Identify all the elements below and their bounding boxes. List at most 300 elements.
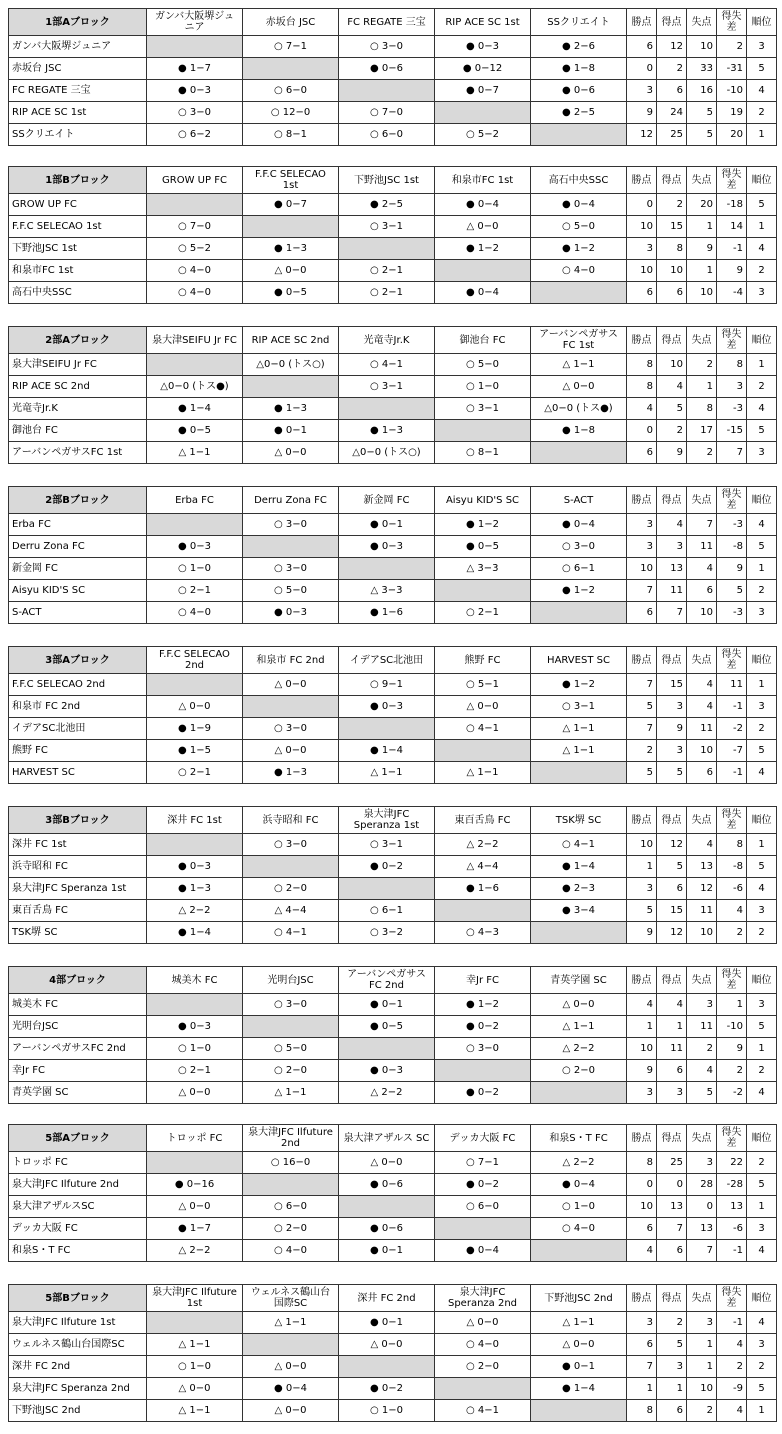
match-result: ○ 4−0	[435, 1334, 531, 1356]
block-title: 5部Aブロック	[9, 1125, 147, 1152]
team-name: 和泉市FC 1st	[9, 260, 147, 282]
match-result: △ 3−3	[339, 580, 435, 602]
points-value: 9	[627, 102, 657, 124]
match-result: ○ 4−0	[531, 260, 627, 282]
match-result: ● 0−6	[339, 1218, 435, 1240]
match-result: ○ 6−1	[531, 558, 627, 580]
table-row	[9, 878, 777, 900]
goal-difference-value: -28	[717, 1174, 747, 1196]
team-name: SSクリエイト	[9, 124, 147, 146]
match-result: ● 0−1	[339, 1312, 435, 1334]
league-block-table	[8, 646, 777, 784]
team-name: 泉大津JFC Speranza 2nd	[9, 1378, 147, 1400]
team-name: 泉大津SEIFU Jr FC	[9, 354, 147, 376]
table-row	[9, 1400, 777, 1422]
team-name: 高石中央SSC	[9, 282, 147, 304]
goal-difference-value: -10	[717, 80, 747, 102]
match-result: △ 0−0	[243, 1356, 339, 1378]
self-match-cell	[243, 1016, 339, 1038]
table-row	[9, 1174, 777, 1196]
block-header-row	[9, 807, 777, 834]
match-result: ● 0−3	[339, 696, 435, 718]
rank-value: 4	[747, 514, 777, 536]
rank-value: 3	[747, 602, 777, 624]
points-value: 3	[627, 514, 657, 536]
goals-for-value: 10	[657, 260, 687, 282]
stat-column-header: 勝点	[627, 967, 657, 994]
goal-difference-value: -8	[717, 856, 747, 878]
match-result: ○ 4−1	[243, 922, 339, 944]
rank-value: 4	[747, 878, 777, 900]
stat-column-header: 得失差	[717, 167, 747, 194]
team-column-header: 泉大津JFC Ilfuture 1st	[147, 1285, 243, 1312]
team-name: 泉大津JFC Ilfuture 1st	[9, 1312, 147, 1334]
points-value: 9	[627, 922, 657, 944]
match-result: ● 0−3	[147, 80, 243, 102]
team-column-header: Derru Zona FC	[243, 487, 339, 514]
team-name: RIP ACE SC 1st	[9, 102, 147, 124]
match-result: ○ 3−1	[339, 376, 435, 398]
team-name: 光明台JSC	[9, 1016, 147, 1038]
team-column-header: アーバンペガサス FC 1st	[531, 327, 627, 354]
match-result: ○ 5−0	[435, 354, 531, 376]
match-result: △ 0−0	[147, 696, 243, 718]
rank-value: 5	[747, 1378, 777, 1400]
points-value: 4	[627, 398, 657, 420]
table-row	[9, 762, 777, 784]
stat-column-header: 得失差	[717, 487, 747, 514]
stat-column-header: 得失差	[717, 1125, 747, 1152]
points-value: 6	[627, 1334, 657, 1356]
match-result: △0−0 (トス○)	[243, 354, 339, 376]
stat-column-header: 勝点	[627, 807, 657, 834]
self-match-cell	[531, 282, 627, 304]
team-column-header: F.F.C SELECAO 2nd	[147, 647, 243, 674]
match-result: ○ 5−2	[147, 238, 243, 260]
points-value: 3	[627, 1312, 657, 1334]
match-result: ○ 16−0	[243, 1152, 339, 1174]
match-result: ○ 4−1	[531, 834, 627, 856]
goals-for-value: 6	[657, 282, 687, 304]
block-header-row	[9, 167, 777, 194]
self-match-cell	[147, 834, 243, 856]
goals-against-value: 2	[687, 1038, 717, 1060]
goal-difference-value: 14	[717, 216, 747, 238]
match-result: ● 0−6	[531, 80, 627, 102]
match-result: ○ 1−0	[339, 1400, 435, 1422]
goals-for-value: 15	[657, 674, 687, 696]
goal-difference-value: 19	[717, 102, 747, 124]
match-result: ● 1−2	[435, 994, 531, 1016]
goals-against-value: 2	[687, 354, 717, 376]
team-column-header: 和泉S・T FC	[531, 1125, 627, 1152]
stat-column-header: 順位	[747, 647, 777, 674]
goal-difference-value: 9	[717, 260, 747, 282]
match-result: ● 0−4	[531, 194, 627, 216]
team-name: 和泉市 FC 2nd	[9, 696, 147, 718]
match-result: ● 0−2	[339, 1378, 435, 1400]
goals-for-value: 2	[657, 58, 687, 80]
team-name: RIP ACE SC 2nd	[9, 376, 147, 398]
rank-value: 5	[747, 1174, 777, 1196]
goals-for-value: 11	[657, 1038, 687, 1060]
goal-difference-value: 20	[717, 124, 747, 146]
match-result: ○ 2−1	[339, 260, 435, 282]
match-result: ○ 7−0	[339, 102, 435, 124]
self-match-cell	[339, 718, 435, 740]
goal-difference-value: 22	[717, 1152, 747, 1174]
goals-for-value: 24	[657, 102, 687, 124]
match-result: △ 1−1	[243, 1082, 339, 1104]
points-value: 10	[627, 260, 657, 282]
match-result: ○ 4−0	[243, 1240, 339, 1262]
goal-difference-value: 9	[717, 558, 747, 580]
match-result: ● 1−3	[243, 398, 339, 420]
team-column-header: 東百舌鳥 FC	[435, 807, 531, 834]
goals-against-value: 10	[687, 740, 717, 762]
team-column-header: 泉大津JFC Speranza 2nd	[435, 1285, 531, 1312]
goals-against-value: 4	[687, 674, 717, 696]
table-row	[9, 1356, 777, 1378]
team-name: 御池台 FC	[9, 420, 147, 442]
points-value: 8	[627, 1152, 657, 1174]
match-result: ○ 9−1	[339, 674, 435, 696]
team-name: 深井 FC 1st	[9, 834, 147, 856]
league-block-table	[8, 8, 777, 146]
goal-difference-value: -31	[717, 58, 747, 80]
block-title: 5部Bブロック	[9, 1285, 147, 1312]
match-result: ○ 5−0	[531, 216, 627, 238]
goal-difference-value: -6	[717, 1218, 747, 1240]
block-title: 4部ブロック	[9, 967, 147, 994]
match-result: ○ 4−0	[147, 282, 243, 304]
match-result: ○ 6−0	[243, 1196, 339, 1218]
match-result: △ 0−0	[339, 1152, 435, 1174]
match-result: △ 0−0	[243, 1400, 339, 1422]
block-header-row	[9, 487, 777, 514]
goal-difference-value: 2	[717, 1356, 747, 1378]
points-value: 8	[627, 354, 657, 376]
table-row	[9, 900, 777, 922]
points-value: 1	[627, 1016, 657, 1038]
goals-against-value: 10	[687, 602, 717, 624]
team-column-header: 光明台JSC	[243, 967, 339, 994]
match-result: ● 1−3	[243, 762, 339, 784]
match-result: ○ 3−0	[243, 834, 339, 856]
rank-value: 5	[747, 194, 777, 216]
table-row	[9, 282, 777, 304]
team-name: 東百舌鳥 FC	[9, 900, 147, 922]
match-result: ● 1−9	[147, 718, 243, 740]
match-result: ● 1−3	[147, 878, 243, 900]
self-match-cell	[435, 1378, 531, 1400]
table-row	[9, 354, 777, 376]
points-value: 0	[627, 58, 657, 80]
goals-for-value: 25	[657, 1152, 687, 1174]
self-match-cell	[435, 740, 531, 762]
league-block-table	[8, 806, 777, 944]
goals-for-value: 9	[657, 718, 687, 740]
team-column-header: アーバンペガサス FC 2nd	[339, 967, 435, 994]
match-result: ○ 3−1	[531, 696, 627, 718]
team-column-header: SSクリエイト	[531, 9, 627, 36]
match-result: ○ 3−0	[243, 718, 339, 740]
rank-value: 1	[747, 674, 777, 696]
self-match-cell	[435, 1060, 531, 1082]
team-column-header: FC REGATE 三宝	[339, 9, 435, 36]
goals-for-value: 12	[657, 922, 687, 944]
stat-column-header: 得失差	[717, 9, 747, 36]
points-value: 3	[627, 536, 657, 558]
self-match-cell	[531, 922, 627, 944]
match-result: ● 2−3	[531, 878, 627, 900]
goal-difference-value: -3	[717, 398, 747, 420]
rank-value: 5	[747, 58, 777, 80]
match-result: ○ 3−0	[243, 514, 339, 536]
match-result: △ 2−2	[339, 1082, 435, 1104]
match-result: ○ 1−0	[435, 376, 531, 398]
stat-column-header: 得失差	[717, 1285, 747, 1312]
rank-value: 2	[747, 102, 777, 124]
match-result: ○ 2−0	[243, 1218, 339, 1240]
match-result: △ 1−1	[531, 718, 627, 740]
goals-against-value: 0	[687, 1196, 717, 1218]
goals-against-value: 6	[687, 580, 717, 602]
team-column-header: 泉大津JFC Ilfuture 2nd	[243, 1125, 339, 1152]
rank-value: 4	[747, 1312, 777, 1334]
goals-against-value: 9	[687, 238, 717, 260]
block-header-row	[9, 1125, 777, 1152]
match-result: ○ 5−0	[243, 580, 339, 602]
goals-against-value: 1	[687, 376, 717, 398]
match-result: △ 0−0	[147, 1082, 243, 1104]
team-column-header: F.F.C SELECAO 1st	[243, 167, 339, 194]
match-result: △ 2−2	[531, 1152, 627, 1174]
match-result: △0−0 (トス●)	[531, 398, 627, 420]
match-result: ○ 6−1	[339, 900, 435, 922]
match-result: △ 0−0	[531, 1334, 627, 1356]
goals-for-value: 2	[657, 420, 687, 442]
team-name: アーバンペガサスFC 2nd	[9, 1038, 147, 1060]
match-result: ● 2−6	[531, 36, 627, 58]
goals-for-value: 15	[657, 900, 687, 922]
self-match-cell	[531, 1240, 627, 1262]
block-title: 1部Bブロック	[9, 167, 147, 194]
self-match-cell	[147, 674, 243, 696]
match-result: ● 0−7	[435, 80, 531, 102]
stat-column-header: 得失差	[717, 807, 747, 834]
points-value: 7	[627, 674, 657, 696]
table-row	[9, 260, 777, 282]
match-result: ● 2−5	[339, 194, 435, 216]
team-column-header: 新金岡 FC	[339, 487, 435, 514]
goals-for-value: 1	[657, 1378, 687, 1400]
team-column-header: 和泉市 FC 2nd	[243, 647, 339, 674]
points-value: 12	[627, 124, 657, 146]
self-match-cell	[243, 696, 339, 718]
team-name: Aisyu KID'S SC	[9, 580, 147, 602]
stat-column-header: 順位	[747, 167, 777, 194]
team-name: 下野池JSC 1st	[9, 238, 147, 260]
match-result: △ 0−0	[435, 696, 531, 718]
match-result: ● 1−6	[339, 602, 435, 624]
rank-value: 5	[747, 536, 777, 558]
match-result: ○ 6−0	[243, 80, 339, 102]
rank-value: 4	[747, 398, 777, 420]
table-row	[9, 238, 777, 260]
goals-against-value: 11	[687, 1016, 717, 1038]
match-result: ● 0−12	[435, 58, 531, 80]
match-result: ● 0−6	[339, 1174, 435, 1196]
goal-difference-value: -2	[717, 718, 747, 740]
team-column-header: ウェルネス鶴山台 国際SC	[243, 1285, 339, 1312]
team-column-header: イデアSC北池田	[339, 647, 435, 674]
goals-against-value: 2	[687, 1400, 717, 1422]
self-match-cell	[243, 58, 339, 80]
match-result: △ 3−3	[435, 558, 531, 580]
goals-for-value: 6	[657, 80, 687, 102]
match-result: ○ 6−2	[147, 124, 243, 146]
self-match-cell	[243, 1334, 339, 1356]
goals-against-value: 17	[687, 420, 717, 442]
match-result: ○ 2−0	[243, 878, 339, 900]
team-name: 泉大津JFC Speranza 1st	[9, 878, 147, 900]
match-result: ● 0−2	[435, 1174, 531, 1196]
match-result: △ 0−0	[531, 994, 627, 1016]
match-result: ● 0−1	[531, 1356, 627, 1378]
rank-value: 5	[747, 740, 777, 762]
goals-for-value: 3	[657, 740, 687, 762]
team-column-header: Aisyu KID'S SC	[435, 487, 531, 514]
goals-against-value: 4	[687, 558, 717, 580]
points-value: 0	[627, 1174, 657, 1196]
team-column-header: 下野池JSC 1st	[339, 167, 435, 194]
match-result: ○ 8−1	[243, 124, 339, 146]
match-result: ○ 2−1	[435, 602, 531, 624]
team-name: 下野池JSC 2nd	[9, 1400, 147, 1422]
goal-difference-value: -2	[717, 1082, 747, 1104]
goals-for-value: 5	[657, 856, 687, 878]
match-result: ○ 1−0	[147, 1356, 243, 1378]
goal-difference-value: -4	[717, 282, 747, 304]
match-result: ○ 7−1	[435, 1152, 531, 1174]
team-column-header: 赤坂台 JSC	[243, 9, 339, 36]
team-name: トロッポ FC	[9, 1152, 147, 1174]
points-value: 3	[627, 878, 657, 900]
table-row	[9, 80, 777, 102]
points-value: 1	[627, 856, 657, 878]
match-result: △ 1−1	[147, 442, 243, 464]
table-row	[9, 740, 777, 762]
match-result: ○ 4−0	[531, 1218, 627, 1240]
match-result: ○ 2−0	[435, 1356, 531, 1378]
table-row	[9, 124, 777, 146]
match-result: ○ 3−2	[339, 922, 435, 944]
rank-value: 3	[747, 36, 777, 58]
match-result: ● 1−4	[147, 922, 243, 944]
goal-difference-value: 5	[717, 580, 747, 602]
points-value: 5	[627, 696, 657, 718]
goal-difference-value: -8	[717, 536, 747, 558]
goal-difference-value: -6	[717, 878, 747, 900]
table-row	[9, 834, 777, 856]
goals-against-value: 10	[687, 922, 717, 944]
match-result: ○ 4−3	[435, 922, 531, 944]
points-value: 10	[627, 1196, 657, 1218]
match-result: ○ 4−0	[147, 602, 243, 624]
goals-for-value: 3	[657, 536, 687, 558]
match-result: △ 0−0	[243, 260, 339, 282]
stat-column-header: 得点	[657, 967, 687, 994]
table-row	[9, 102, 777, 124]
team-column-header: S-ACT	[531, 487, 627, 514]
self-match-cell	[243, 536, 339, 558]
team-name: S-ACT	[9, 602, 147, 624]
table-row	[9, 36, 777, 58]
goals-against-value: 16	[687, 80, 717, 102]
goal-difference-value: 2	[717, 36, 747, 58]
match-result: ● 0−3	[435, 36, 531, 58]
match-result: ○ 6−0	[435, 1196, 531, 1218]
stat-column-header: 得点	[657, 327, 687, 354]
goals-against-value: 10	[687, 1378, 717, 1400]
points-value: 10	[627, 216, 657, 238]
goals-against-value: 11	[687, 900, 717, 922]
rank-value: 2	[747, 718, 777, 740]
block-header-row	[9, 1285, 777, 1312]
league-block-table	[8, 1124, 777, 1262]
goals-for-value: 6	[657, 1400, 687, 1422]
team-name: アーバンペガサスFC 1st	[9, 442, 147, 464]
rank-value: 2	[747, 580, 777, 602]
stat-column-header: 失点	[687, 647, 717, 674]
stat-column-header: 順位	[747, 1285, 777, 1312]
match-result: ○ 7−0	[147, 216, 243, 238]
points-value: 7	[627, 580, 657, 602]
table-row	[9, 420, 777, 442]
goals-for-value: 7	[657, 602, 687, 624]
stat-column-header: 得失差	[717, 647, 747, 674]
match-result: ○ 2−1	[339, 282, 435, 304]
self-match-cell	[435, 1218, 531, 1240]
team-column-header: 幸Jr FC	[435, 967, 531, 994]
match-result: ○ 2−0	[243, 1060, 339, 1082]
goal-difference-value: -15	[717, 420, 747, 442]
self-match-cell	[243, 856, 339, 878]
stat-column-header: 失点	[687, 487, 717, 514]
points-value: 3	[627, 238, 657, 260]
stat-column-header: 失点	[687, 9, 717, 36]
self-match-cell	[339, 1196, 435, 1218]
goals-for-value: 3	[657, 1082, 687, 1104]
self-match-cell	[435, 900, 531, 922]
goal-difference-value: -1	[717, 1312, 747, 1334]
match-result: ○ 1−0	[531, 1196, 627, 1218]
match-result: △ 1−1	[339, 762, 435, 784]
points-value: 6	[627, 1218, 657, 1240]
league-block-table	[8, 1284, 777, 1422]
points-value: 8	[627, 376, 657, 398]
points-value: 3	[627, 80, 657, 102]
rank-value: 2	[747, 1060, 777, 1082]
self-match-cell	[339, 878, 435, 900]
self-match-cell	[147, 514, 243, 536]
match-result: ● 0−1	[339, 1240, 435, 1262]
points-value: 8	[627, 1400, 657, 1422]
table-row	[9, 216, 777, 238]
team-column-header: 泉大津SEIFU Jr FC	[147, 327, 243, 354]
team-column-header: 深井 FC 1st	[147, 807, 243, 834]
